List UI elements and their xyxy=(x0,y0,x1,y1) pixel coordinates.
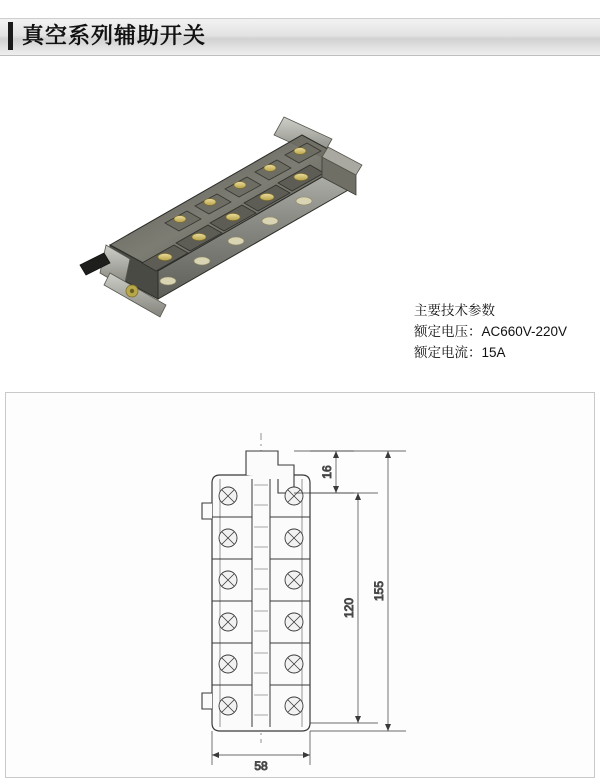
spec-heading: 主要技术参数 xyxy=(414,303,495,318)
spec-rated-voltage: 额定电压：AC660V-220V xyxy=(414,324,568,339)
spec-rated-current: 额定电流：15A xyxy=(414,345,506,360)
dim-label-120: 120 xyxy=(342,597,356,619)
dim-label-16: 16 xyxy=(320,465,334,479)
page-header xyxy=(0,18,600,56)
page-title: 真空系列辅助开关 xyxy=(22,23,207,48)
product-photo xyxy=(70,95,400,335)
technical-drawing xyxy=(6,393,594,777)
dim-label-58: 58 xyxy=(254,759,268,773)
specifications-block xyxy=(414,300,594,363)
header-accent-bar xyxy=(8,22,13,50)
dim-label-155: 155 xyxy=(372,580,386,602)
body-outline xyxy=(212,475,310,731)
product-photo-illustration xyxy=(70,95,400,335)
technical-drawing-panel xyxy=(5,392,595,778)
